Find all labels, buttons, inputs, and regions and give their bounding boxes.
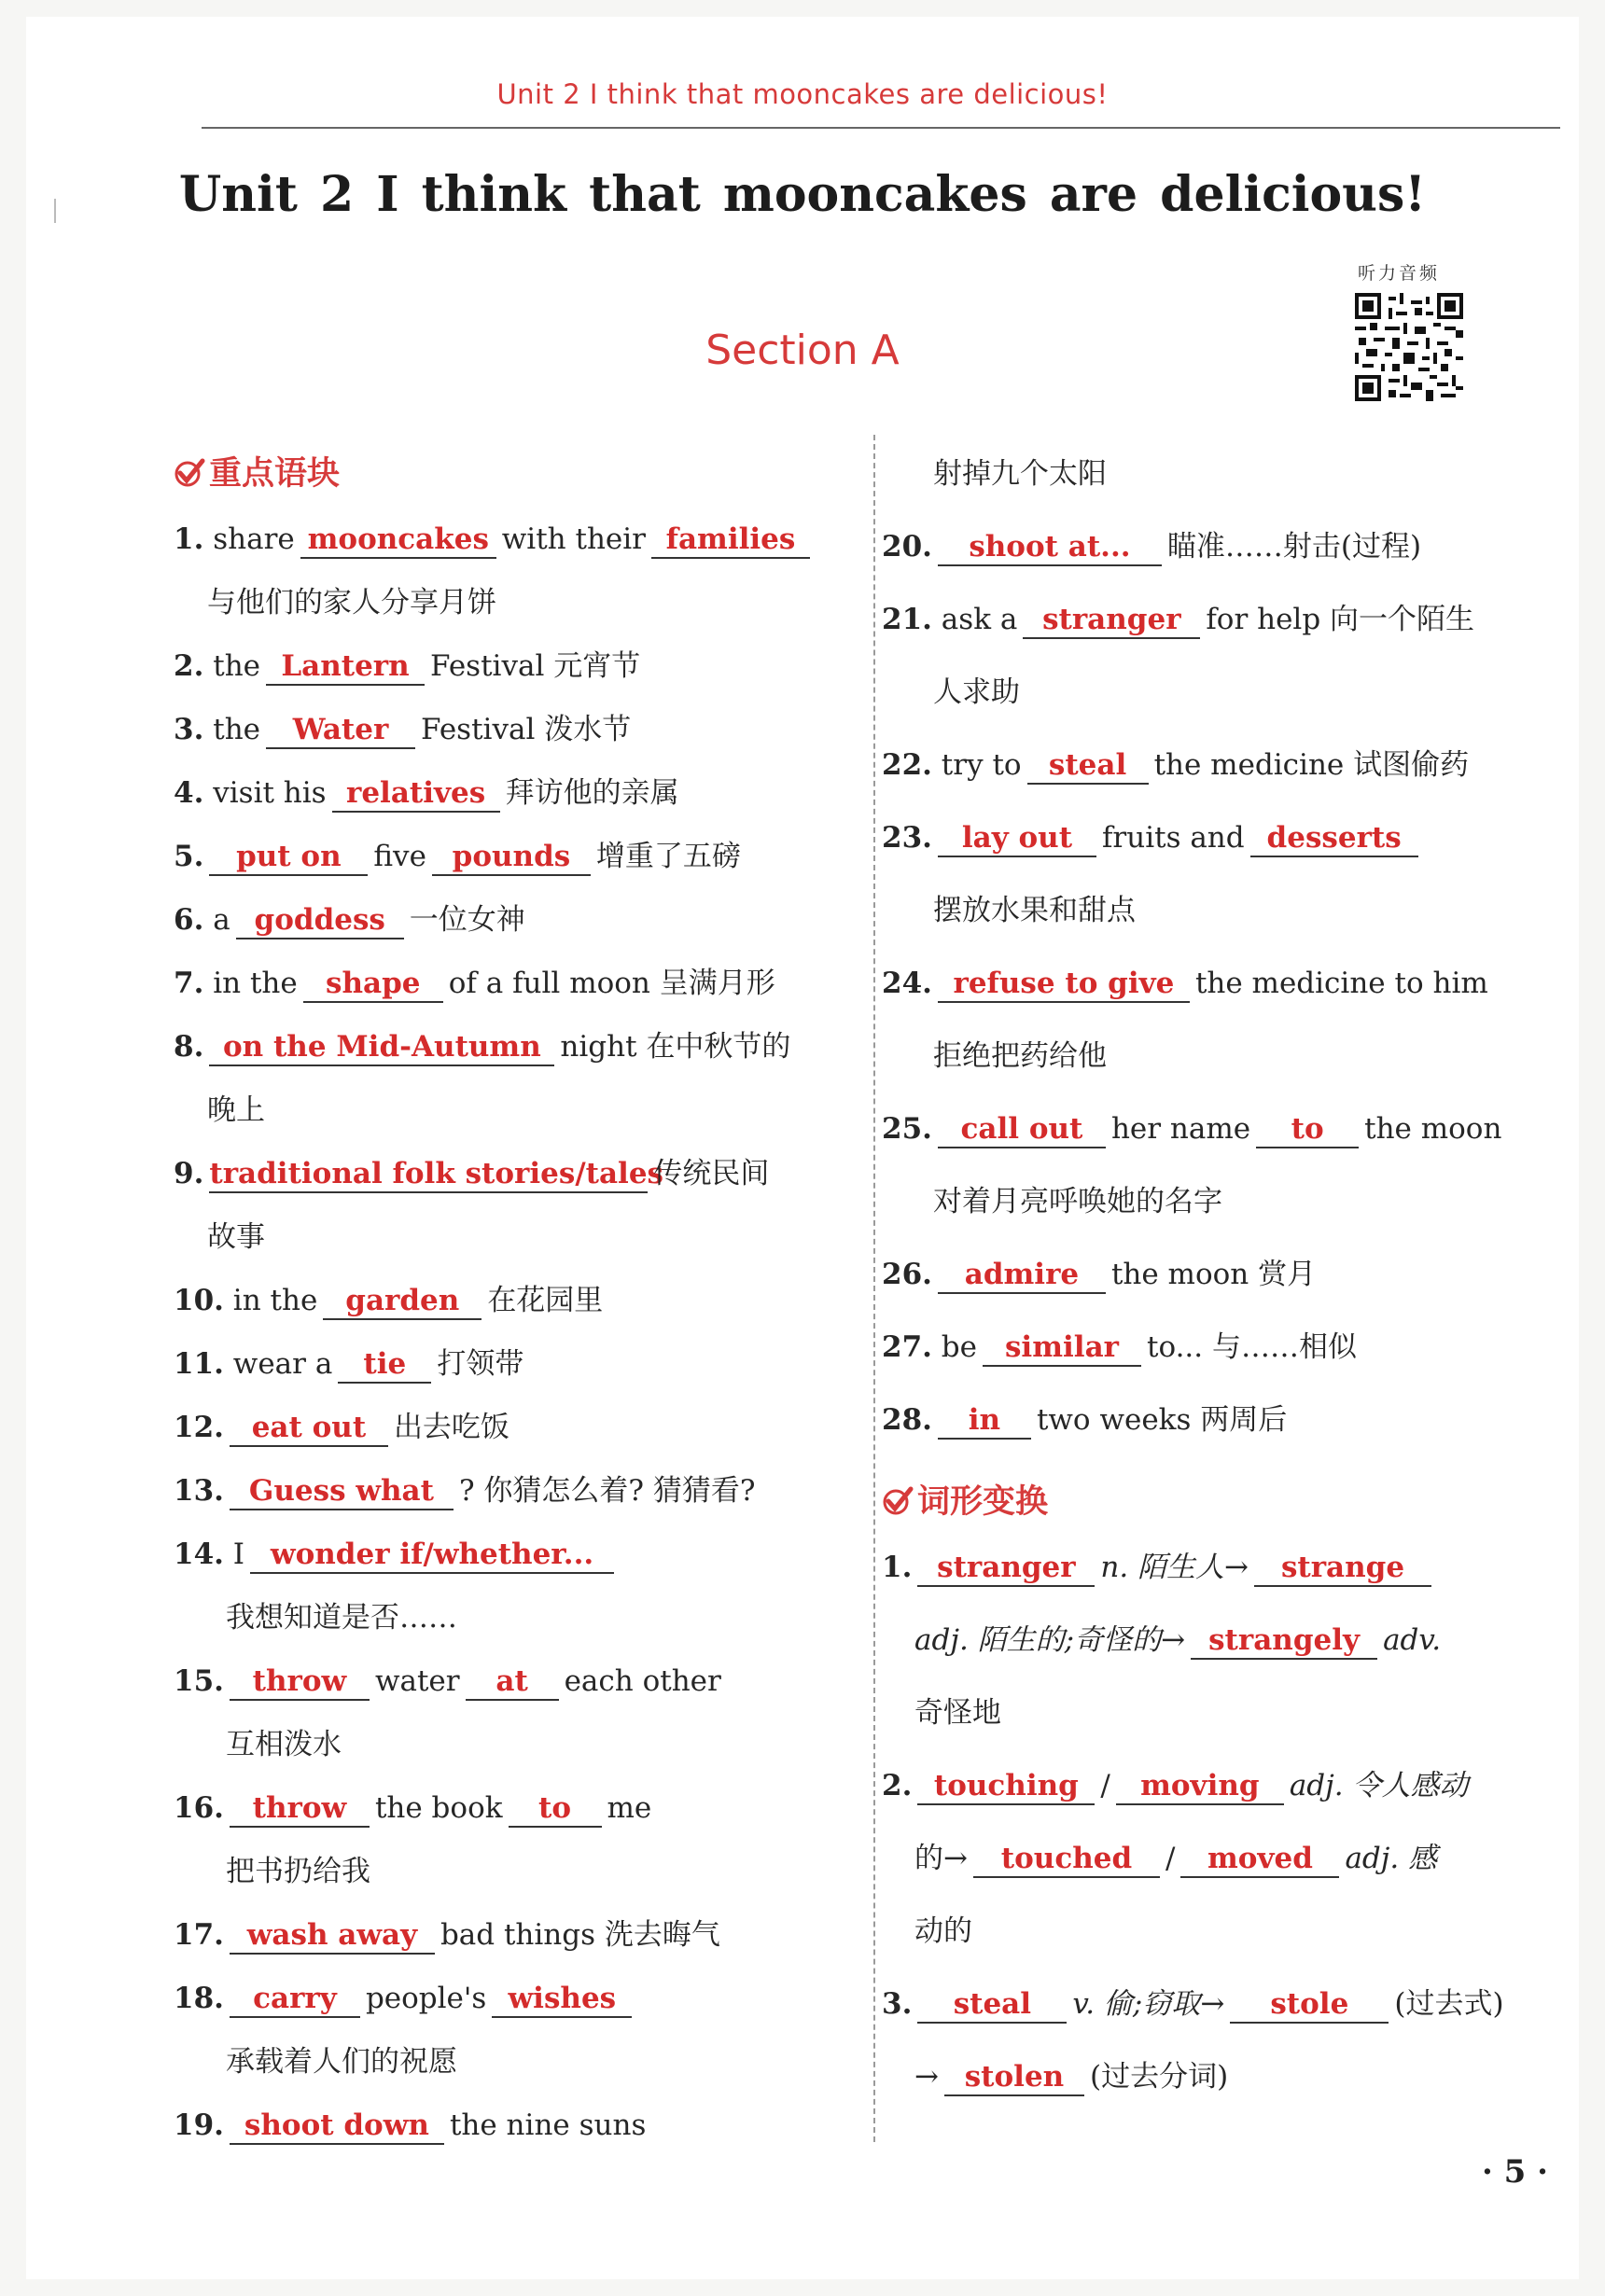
answer-blank[interactable]: Water xyxy=(266,712,415,749)
list-item-13: 13. Guess what ? 你猜怎么着? 猜猜看? xyxy=(174,1472,756,1510)
list-item-19: 19. shoot down the nine suns xyxy=(174,2107,646,2145)
answer-blank[interactable]: moving xyxy=(1116,1768,1284,1805)
answer-blank[interactable]: shoot at... xyxy=(938,529,1162,566)
answer-blank[interactable]: relatives xyxy=(332,775,500,813)
column-divider xyxy=(873,435,875,2142)
answer-blank[interactable]: put on xyxy=(209,839,368,876)
answer-blank[interactable]: to xyxy=(1256,1111,1359,1148)
word-form-2-line2: 的→ touched / moved adj. 感 xyxy=(914,1840,1437,1878)
list-item-16: 16. throw the book to me xyxy=(174,1789,651,1828)
answer-blank[interactable]: refuse to give xyxy=(938,966,1190,1003)
answer-blank[interactable]: call out xyxy=(938,1111,1106,1148)
answer-blank[interactable]: throw xyxy=(230,1790,370,1828)
heading-key-phrases-label: 重点语块 xyxy=(209,455,341,493)
answer-blank[interactable]: goddess xyxy=(236,902,404,939)
answer-blank[interactable]: wash away xyxy=(230,1917,435,1955)
checkmark-icon xyxy=(882,1486,914,1516)
word-form-1-line3: 奇怪地 xyxy=(914,1696,1001,1730)
list-item-1: 1. share mooncakes with their families xyxy=(174,521,816,559)
list-item-28: 28. in two weeks 两周后 xyxy=(882,1401,1287,1440)
answer-blank[interactable]: traditional folk stories/tales xyxy=(209,1156,648,1193)
list-item-10: 10. in the garden 在花园里 xyxy=(174,1282,603,1320)
heading-key-phrases xyxy=(174,448,340,494)
answer-blank[interactable]: Guess what xyxy=(230,1473,454,1510)
answer-blank[interactable]: throw xyxy=(230,1663,370,1701)
answer-blank[interactable]: shape xyxy=(303,966,443,1003)
list-item-23-translation: 摆放水果和甜点 xyxy=(933,894,1136,927)
list-item-1-translation: 与他们的家人分享月饼 xyxy=(207,586,496,619)
list-item-24: 24. refuse to give the medicine to him xyxy=(882,965,1488,1003)
list-item-15-translation: 互相泼水 xyxy=(226,1728,342,1761)
list-item-15: 15. throw water at each other xyxy=(174,1663,721,1701)
list-item-18-translation: 承载着人们的祝愿 xyxy=(226,2045,457,2079)
answer-blank[interactable]: touching xyxy=(917,1768,1095,1805)
header-rule xyxy=(202,127,1560,129)
answer-blank[interactable]: touched xyxy=(973,1841,1160,1878)
answer-blank[interactable]: in xyxy=(938,1402,1031,1440)
checkmark-icon xyxy=(174,458,205,488)
heading-word-forms-label: 词形变换 xyxy=(917,1483,1049,1521)
list-item-4: 4. visit his relatives 拜访他的亲属 xyxy=(174,774,679,813)
word-form-1: 1. stranger n. 陌生人→ strange xyxy=(882,1549,1437,1587)
heading-word-forms xyxy=(882,1476,1048,1523)
answer-blank[interactable]: garden xyxy=(323,1283,482,1320)
list-item-11: 11. wear a tie 打领带 xyxy=(174,1345,523,1384)
list-item-14: 14. I wonder if/whether... xyxy=(174,1536,620,1574)
list-item-17: 17. wash away bad things 洗去晦气 xyxy=(174,1916,720,1955)
answer-blank[interactable]: to xyxy=(509,1790,602,1828)
list-item-25: 25. call out her name to the moon xyxy=(882,1110,1501,1148)
word-form-2: 2. touching / moving adj. 令人感动 xyxy=(882,1767,1468,1805)
list-item-22: 22. try to steal the medicine 试图偷药 xyxy=(882,746,1469,785)
page-number: · 5 · xyxy=(1482,2153,1549,2191)
list-item-21: 21. ask a stranger for help 向一个陌生 xyxy=(882,601,1474,639)
page xyxy=(26,17,1579,2279)
answer-blank[interactable]: mooncakes xyxy=(300,522,496,559)
list-item-5: 5. put on five pounds 增重了五磅 xyxy=(174,838,741,876)
word-form-3: 3. steal v. 偷;窃取→ stole (过去式) xyxy=(882,1985,1504,2024)
answer-blank[interactable]: eat out xyxy=(230,1410,388,1447)
list-item-8: 8. on the Mid-Autumn night 在中秋节的 xyxy=(174,1028,790,1066)
answer-blank[interactable]: shoot down xyxy=(230,2108,444,2145)
answer-blank[interactable]: steal xyxy=(917,1986,1067,2024)
section-title: Section A xyxy=(705,327,900,374)
answer-blank[interactable]: similar xyxy=(983,1329,1141,1367)
answer-blank[interactable]: on the Mid-Autumn xyxy=(209,1029,554,1066)
answer-blank[interactable]: wonder if/whether... xyxy=(250,1537,614,1574)
list-item-18: 18. carry people's wishes xyxy=(174,1980,637,2018)
list-item-24-translation: 拒绝把药给他 xyxy=(933,1039,1107,1073)
list-item-27: 27. be similar to... 与……相似 xyxy=(882,1329,1357,1367)
list-item-12: 12. eat out 出去吃饭 xyxy=(174,1409,509,1447)
answer-blank[interactable]: tie xyxy=(338,1346,431,1384)
word-form-2-line3: 动的 xyxy=(914,1914,972,1948)
answer-blank[interactable]: at xyxy=(466,1663,559,1701)
answer-blank[interactable]: pounds xyxy=(432,839,591,876)
answer-blank[interactable]: stole xyxy=(1230,1986,1389,2024)
list-item-7: 7. in the shape of a full moon 呈满月形 xyxy=(174,965,775,1003)
answer-blank[interactable]: strangely xyxy=(1191,1622,1377,1660)
answer-blank[interactable]: strange xyxy=(1254,1550,1431,1587)
list-item-8-continued: 晚上 xyxy=(207,1093,265,1127)
answer-blank[interactable]: stranger xyxy=(917,1550,1095,1587)
answer-blank[interactable]: families xyxy=(651,522,810,559)
answer-blank[interactable]: lay out xyxy=(938,820,1096,857)
answer-blank[interactable]: stolen xyxy=(944,2059,1084,2096)
answer-blank[interactable]: stranger xyxy=(1023,602,1200,639)
running-head: Unit 2 I think that mooncakes are delicious! xyxy=(496,78,1109,110)
list-item-16-translation: 把书扔给我 xyxy=(226,1855,370,1888)
list-item-3: 3. the Water Festival 泼水节 xyxy=(174,711,631,749)
page-title: Unit 2 I think that mooncakes are delicious! xyxy=(178,166,1427,223)
list-item-6: 6. a goddess 一位女神 xyxy=(174,901,525,939)
qr-label: 听力音频 xyxy=(1358,263,1441,284)
answer-blank[interactable]: moved xyxy=(1180,1841,1339,1878)
list-item-25-translation: 对着月亮呼唤她的名字 xyxy=(933,1185,1222,1218)
list-item-19-translation: 射掉九个太阳 xyxy=(933,457,1107,491)
list-item-9: 9. traditional folk stories/tales传统民间 xyxy=(174,1155,769,1193)
answer-blank[interactable]: Lantern xyxy=(266,648,425,686)
list-item-14-translation: 我想知道是否…… xyxy=(226,1601,457,1635)
word-form-3-line2: → stolen (过去分词) xyxy=(914,2058,1228,2096)
list-item-20: 20. shoot at... 瞄准……射击(过程) xyxy=(882,528,1421,566)
answer-blank[interactable]: carry xyxy=(230,1981,360,2018)
answer-blank[interactable]: admire xyxy=(938,1257,1106,1294)
list-item-26: 26. admire the moon 赏月 xyxy=(882,1256,1316,1294)
list-item-9-continued: 故事 xyxy=(207,1220,265,1254)
list-item-21-continued: 人求助 xyxy=(933,675,1020,709)
list-item-23: 23. lay out fruits and desserts xyxy=(882,819,1424,857)
list-item-2: 2. the Lantern Festival 元宵节 xyxy=(174,647,640,686)
word-form-1-line2: adj. 陌生的;奇怪的→ strangely adv. xyxy=(914,1621,1441,1660)
answer-blank[interactable]: steal xyxy=(1027,747,1149,785)
answer-blank[interactable]: wishes xyxy=(492,1981,632,2018)
answer-blank[interactable]: desserts xyxy=(1250,820,1418,857)
